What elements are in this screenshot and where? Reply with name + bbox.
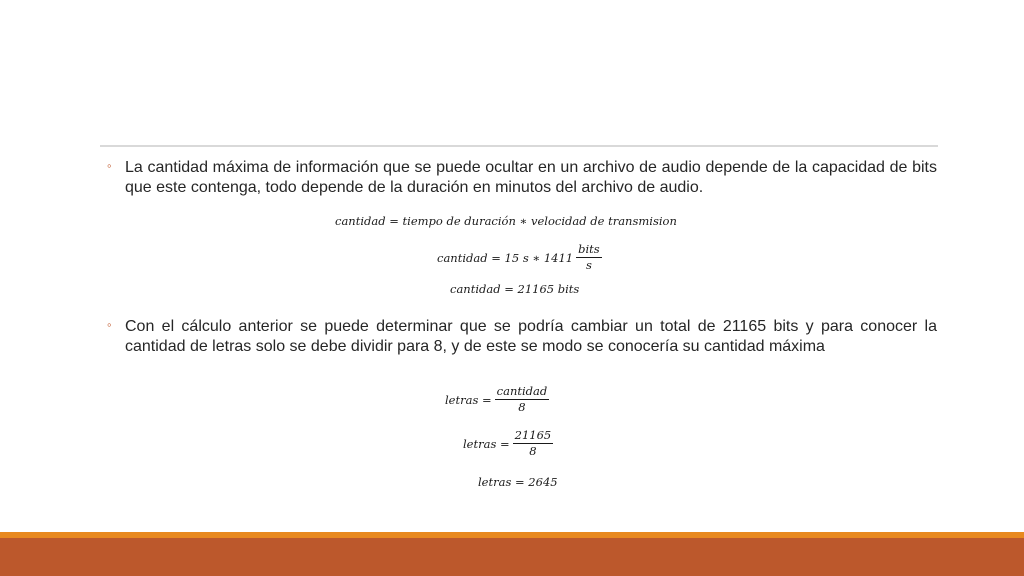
- top-divider: [100, 145, 938, 147]
- equation-capacity-formula: cantidad = tiempo de duración ∗ velocidad de transmision: [335, 214, 677, 228]
- fraction-cantidad-over-8: $\frac{\text{cantidad}}{8}$: [496, 384, 548, 414]
- bullet-text-1: La cantidad máxima de información que se puede ocultar en un archivo de audio depende de la capacidad de bits que este contenga, todo depende de la duración en minutos del archivo de audio.: [125, 159, 937, 196]
- bullet-marker-icon: ◦: [107, 158, 112, 173]
- fraction-21165-over-8: $\frac{21165}{8}$: [514, 428, 552, 458]
- equation-capacity-result: cantidad = 21165 bits: [450, 282, 580, 296]
- equation-letters-substitution: letras = $\frac{21165}{8}$: [463, 428, 552, 458]
- footer-bar: [0, 538, 1024, 576]
- bullet-text-2: Con el cálculo anterior se puede determinar que se podría cambiar un total de 21165 bits y para conocer la cantidad de letras solo se debe dividir para 8, y de este se modo se conocería su cantidad máxima: [125, 318, 937, 355]
- equation-capacity-substitution: cantidad = 15 s ∗ 1411 $\frac{\text{bits}}{s}$: [437, 242, 600, 272]
- bullet-marker-icon: ◦: [107, 317, 112, 332]
- equation-letters-result: letras = 2645: [478, 475, 558, 489]
- equation-letters-formula: letras = $\frac{\text{cantidad}}{8}$: [445, 384, 548, 414]
- fraction-bits-per-second: $\frac{\text{bits}}{s}$: [578, 242, 600, 272]
